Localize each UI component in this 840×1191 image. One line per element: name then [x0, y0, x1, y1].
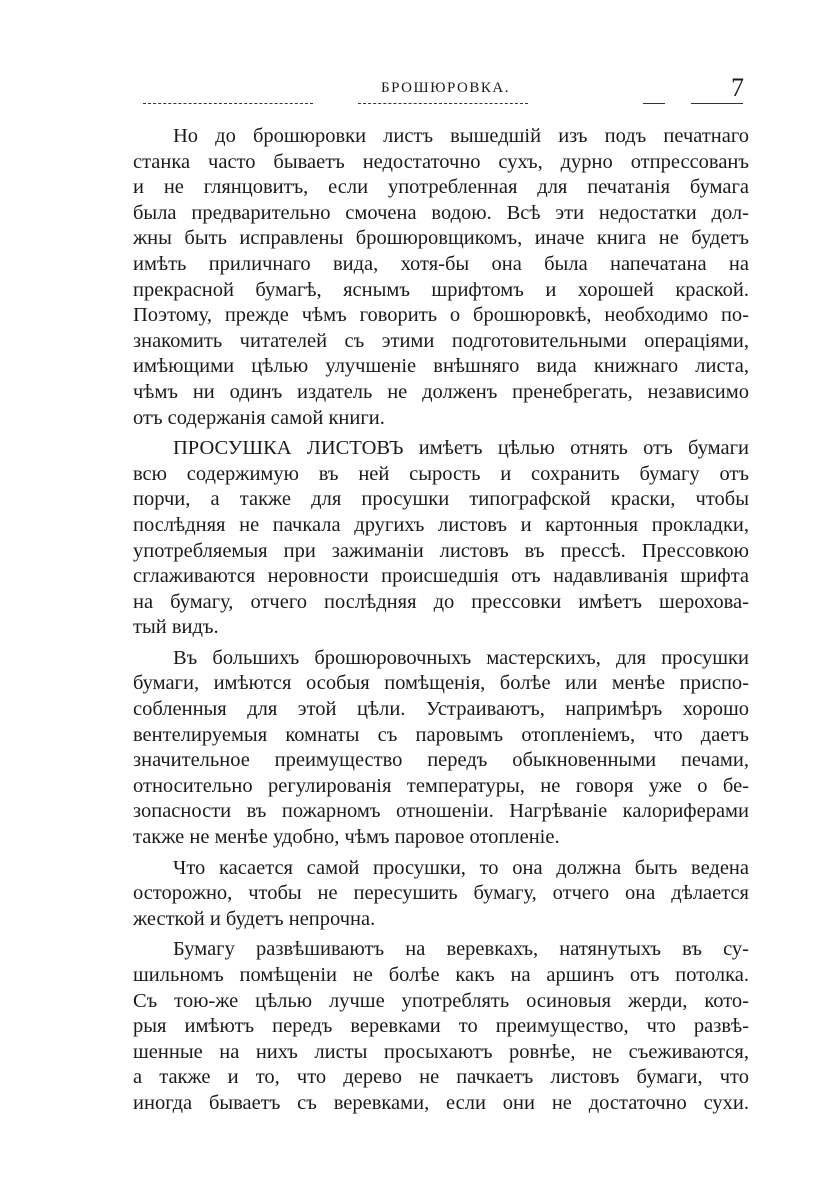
text-line: Съ тою-же цѣлью лучше употреблять осиновыя жерди, кото- — [133, 989, 749, 1012]
text-line: жны быть исправлены брошюровщикомъ, иначе книга не будетъ — [133, 227, 749, 250]
paragraph-careful-drying — [133, 856, 749, 933]
text-line: собленныя для этой цѣли. Устраиваютъ, напримѣръ хорошо — [133, 698, 749, 721]
text-line: прекрасной бумагѣ, яснымъ шрифтомъ и хорошей краской. — [133, 278, 749, 301]
text-line: значительное преимущество передъ обыкновенными печами, — [133, 749, 749, 772]
text-line: послѣдняя не пачкала другихъ листовъ и картонныя прокладки, — [133, 513, 749, 536]
text-line: знакомить читателей съ этими подготовительными операціями, — [133, 329, 749, 352]
text-line: ПРОСУШКА ЛИСТОВЪ имѣетъ цѣлью отнять отъ бумаги — [173, 437, 749, 460]
text-line: Бумагу развѣшиваютъ на веревкахъ, натянутыхъ въ су- — [173, 938, 749, 961]
text-line: рыя имѣютъ передъ веревками то преимущество, что развѣ- — [133, 1015, 749, 1038]
paragraph-workshops — [133, 646, 749, 851]
text-line: чѣмъ ни одинъ издатель не долженъ пренебрегать, независимо — [133, 380, 749, 403]
text-line: осторожно, чтобы не пересушить бумагу, отчего она дѣлается — [133, 882, 749, 905]
text-line: иногда бываетъ съ веревками, если они не достаточно сухи. — [133, 1091, 749, 1114]
header-rule-middle — [358, 103, 528, 104]
text-line: относительно регулированія температуры, не говоря уже о бе- — [133, 774, 749, 797]
text-line: Но до брошюровки листъ вышедшій изъ подъ печатнаго — [173, 125, 749, 147]
page-number: 7 — [731, 73, 744, 102]
text-line: была предварительно смочена водою. Всѣ эти недостатки дол- — [133, 201, 749, 224]
text-line: тый видъ. — [133, 616, 219, 639]
paragraph-intro — [133, 124, 749, 431]
body-text — [133, 124, 749, 1122]
running-title: БРОШЮРОВКА. — [381, 80, 510, 96]
text-line: жесткой и будетъ непрочна. — [133, 907, 376, 930]
text-line: на бумагу, отчего послѣдняя до прессовки имѣетъ шерохова- — [133, 590, 749, 613]
text-line: Что касается самой просушки, то она должна быть ведена — [173, 856, 749, 879]
text-line: станка часто бываетъ недостаточно сухъ, дурно отпрессованъ — [133, 150, 749, 173]
text-line: имѣть приличнаго вида, хотя-бы она была напечатана на — [133, 252, 749, 275]
text-line: имѣющими цѣлью улучшеніе внѣшняго вида книжнаго листа, — [133, 355, 749, 378]
header-rule-right-short — [643, 103, 665, 104]
text-line: шильномъ помѣщеніи не болѣе какъ на аршинъ отъ потолка. — [133, 964, 749, 986]
text-line: употребляемыя при зажиманіи листовъ въ прессѣ. Прессовкою — [133, 539, 749, 562]
paragraph-hanging-paper — [133, 937, 749, 1116]
text-line: Въ большихъ брошюровочныхъ мастерскихъ, для просушки — [173, 646, 749, 669]
text-line: шенные на нихъ листы просыхаютъ ровнѣе, не съеживаются, — [133, 1040, 749, 1063]
header-rule-left — [143, 103, 313, 104]
header-rule-right — [691, 103, 743, 104]
text-line: а также и то, что дерево не пачкаетъ листовъ бумаги, что — [133, 1066, 749, 1089]
text-line: бумаги, имѣются особыя помѣщенія, болѣе или менѣе приспо- — [133, 672, 749, 695]
text-line: всю содержимую въ ней сырость и сохранить бумагу отъ — [133, 462, 749, 485]
text-line: зопасности въ пожарномъ отношеніи. Нагрѣваніе калориферами — [133, 800, 749, 823]
text-line: сглаживаются неровности происшедшія отъ надавливанія шрифта — [133, 565, 749, 588]
text-line: порчи, а также для просушки типографской краски, чтобы — [133, 488, 749, 511]
text-line: вентелируемыя комнаты съ паровымъ отопленіемъ, что даетъ — [133, 723, 749, 746]
text-line: и не глянцовитъ, если употребленная для печатанія бумага — [133, 176, 749, 199]
paragraph-drying-sheets — [133, 436, 749, 641]
page-header — [143, 70, 748, 110]
text-line: отъ содержанія самой книги. — [133, 406, 385, 429]
text-line: также не менѣе удобно, чѣмъ паровое отопленіе. — [133, 826, 560, 849]
text-line: Поэтому, прежде чѣмъ говорить о брошюровкѣ, необходимо по- — [133, 304, 749, 327]
